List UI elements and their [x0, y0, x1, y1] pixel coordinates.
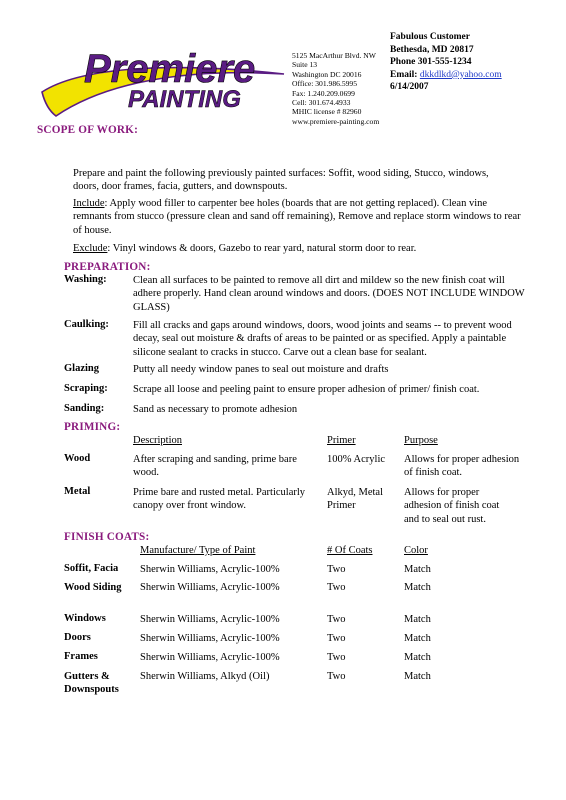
phone-label: Phone — [390, 57, 416, 68]
priming-row-label: Metal — [64, 486, 91, 497]
finish-row-color: Match — [404, 652, 431, 663]
finish-row-coats: Two — [327, 582, 346, 593]
customer-city: Bethesda, MD 20817 — [390, 44, 474, 55]
include-text: : Apply wood filler to carpenter bee holes (boards that are not getting replaced). Clean vine remnants from stucco (pressure clean and sand off remaining), Remove and replace storm windows to rear of house. — [73, 198, 521, 236]
prep-text: Sand as necessary to promote adhesion — [133, 404, 298, 415]
prep-label: Washing: — [64, 274, 107, 285]
finish-header-color: Color — [404, 545, 428, 556]
include-label: Include — [73, 198, 105, 209]
prep-label: Caulking: — [64, 319, 109, 330]
customer-info — [390, 31, 560, 94]
company-contact-info — [292, 51, 402, 126]
finish-row-coats: Two — [327, 614, 346, 625]
email-label: Email: — [390, 69, 418, 80]
finish-row-coats: Two — [327, 652, 346, 663]
company-line: Fax: 1.240.209.0699 — [292, 88, 355, 98]
company-website: www.premiere-painting.com — [292, 116, 380, 126]
finish-row-color: Match — [404, 633, 431, 644]
company-line: Cell: 301.674.4933 — [292, 98, 351, 108]
prep-text: Putty all needy window panes to seal out moisture and drafts — [133, 364, 389, 375]
priming-row-primer: Alkyd, Metal Primer — [327, 487, 383, 512]
logo-painting-text: PAINTING — [128, 86, 241, 113]
finish-row-label: Soffit, Facia — [64, 563, 119, 574]
finish-heading: FINISH COATS: — [64, 531, 150, 543]
finish-row-color: Match — [404, 582, 431, 593]
finish-row-color: Match — [404, 671, 431, 682]
priming-row-purpose: Allows for proper adhesion of finish coat and to seal out rust. — [404, 487, 500, 525]
priming-header-description: Description — [133, 435, 182, 446]
scope-exclude — [73, 242, 523, 255]
priming-header-primer: Primer — [327, 435, 356, 446]
scope-intro: Prepare and paint the following previously painted surfaces: Soffit, wood siding, Stucco, windows, doors, door frames, facia, gutters, and downspouts. — [73, 168, 489, 193]
finish-row-label: Wood Siding — [64, 582, 122, 593]
priming-row-label: Wood — [64, 453, 91, 464]
priming-row-purpose: Allows for proper adhesion of finish coat. — [404, 454, 520, 479]
exclude-text: : Vinyl windows & doors, Gazebo to rear yard, natural storm door to rear. — [107, 243, 417, 254]
finish-row-coats: Two — [327, 671, 346, 682]
priming-header-purpose: Purpose — [404, 435, 438, 446]
phone-value: 301-555-1234 — [417, 57, 472, 68]
finish-row-label: Doors — [64, 632, 91, 643]
finish-row-paint: Sherwin Williams, Acrylic-100% — [140, 582, 280, 593]
finish-row-paint: Sherwin Williams, Acrylic-100% — [140, 564, 280, 575]
priming-row-primer: 100% Acrylic — [327, 454, 386, 465]
prep-label: Scraping: — [64, 383, 108, 394]
proposal-date: 6/14/2007 — [390, 82, 429, 93]
finish-row-paint: Sherwin Williams, Alkyd (Oil) — [140, 671, 270, 682]
logo-premiere-text: Premiere — [84, 47, 256, 91]
finish-header-paint: Manufacture/ Type of Paint — [140, 545, 256, 556]
company-line: Washington DC 20016 — [292, 69, 362, 79]
finish-row-label: Gutters & Downspouts — [64, 671, 119, 696]
finish-row-coats: Two — [327, 564, 346, 575]
preparation-heading: PREPARATION: — [64, 261, 151, 273]
prep-label: Glazing — [64, 363, 100, 374]
finish-row-label: Frames — [64, 651, 98, 662]
email-link[interactable]: dkkdlkd@yahoo.com — [419, 69, 502, 80]
priming-heading: PRIMING: — [64, 421, 121, 433]
finish-row-paint: Sherwin Williams, Acrylic-100% — [140, 614, 280, 625]
scope-heading: SCOPE OF WORK: — [37, 124, 139, 136]
company-line: MHIC license # 82960 — [292, 107, 362, 117]
priming-row-description: After scraping and sanding, prime bare wood. — [133, 454, 297, 479]
finish-row-label: Windows — [64, 613, 106, 624]
finish-row-color: Match — [404, 614, 431, 625]
premiere-painting-logo — [36, 30, 286, 130]
prep-label: Sanding: — [64, 403, 105, 414]
company-line: Suite 13 — [292, 60, 318, 70]
customer-name: Fabulous Customer — [390, 32, 470, 42]
customer-phone — [390, 56, 560, 69]
finish-row-color: Match — [404, 564, 431, 575]
company-line: Office: 301.986.5995 — [292, 79, 358, 89]
finish-row-paint: Sherwin Williams, Acrylic-100% — [140, 652, 280, 663]
finish-row-paint: Sherwin Williams, Acrylic-100% — [140, 633, 280, 644]
scope-include — [73, 197, 523, 237]
prep-text: Clean all surfaces to be painted to remove all dirt and mildew so the new finish coat will adhere properly. Hand clean around windows and doors. (DOES NOT INCLUDE WINDOW GLASS) — [133, 275, 525, 313]
prep-text: Scrape all loose and peeling paint to ensure proper adhesion of primer/ finish coat. — [133, 384, 480, 395]
exclude-label: Exclude — [73, 243, 108, 254]
finish-row-coats: Two — [327, 633, 346, 644]
prep-text: Fill all cracks and gaps around windows, doors, wood joints and seams -- to prevent wood decay, seal out moisture & drafts of areas to be painted or as specified. Apply a paintable silicone sealant to cracks in stucco. Carve out a clean base for sealant. — [133, 320, 512, 358]
priming-row-description: Prime bare and rusted metal. Particularly canopy over front window. — [133, 487, 306, 512]
finish-header-coats: # Of Coats — [327, 545, 373, 556]
customer-email — [390, 69, 560, 82]
company-line: 5125 MacArthur Blvd. NW — [292, 51, 376, 60]
